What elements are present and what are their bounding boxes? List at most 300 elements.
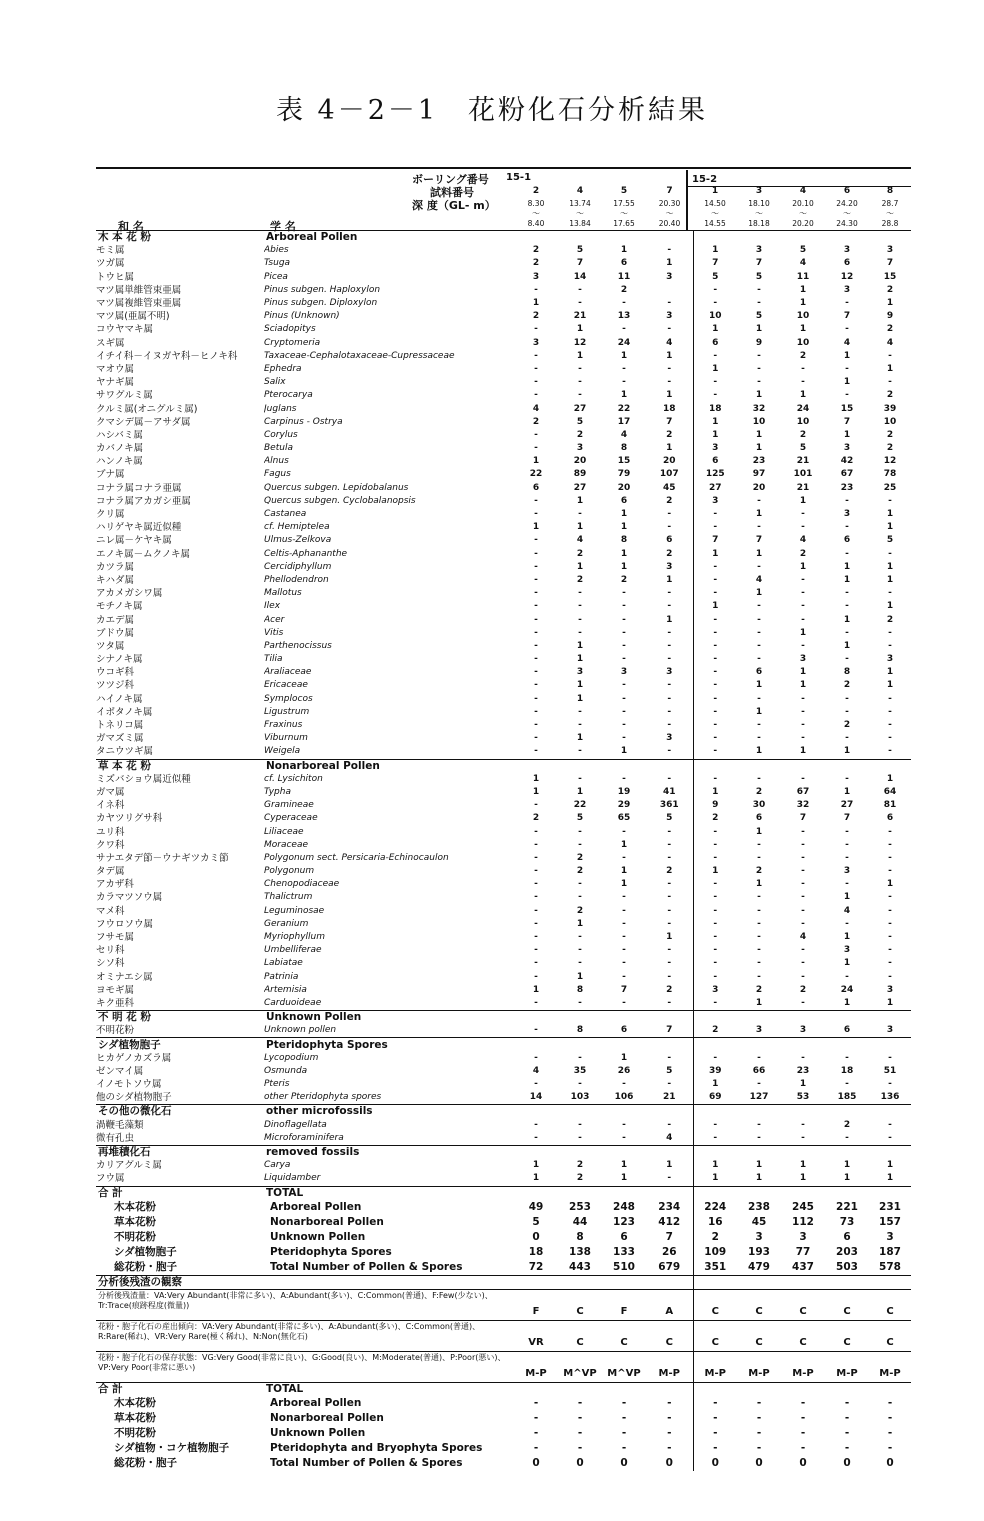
taxon-jp-name: ウコギ科 — [96, 667, 135, 679]
taxon-jp-name: 木本花粉 — [114, 1200, 156, 1213]
depth-tilde: ～ — [799, 209, 807, 218]
empty-cell — [602, 1145, 646, 1159]
value-cell: - — [756, 1442, 762, 1455]
table-row — [96, 1245, 911, 1260]
taxon-sci-name: Ericaceae — [264, 680, 308, 691]
value-cell: 4 — [532, 403, 540, 414]
value-cell: 1 — [755, 879, 763, 890]
value-cell: 6 — [712, 456, 719, 467]
value-cell: 2 — [532, 258, 540, 269]
table-row — [96, 284, 911, 297]
value-cell: 3 — [843, 284, 851, 295]
section-jp-name: 草 本 花 粉 — [96, 759, 264, 773]
value-cell: 4 — [755, 574, 763, 585]
value-cell: 112 — [792, 1215, 814, 1228]
value-cell: 22 — [529, 469, 543, 480]
value-cell: - — [646, 521, 693, 534]
empty-cell — [869, 231, 911, 245]
table-row — [96, 337, 911, 350]
value-cell: - — [646, 653, 693, 666]
value-cell: 1 — [712, 324, 719, 335]
value-cell: 1 — [576, 561, 584, 572]
value-cell: - — [888, 640, 892, 651]
value-cell: - — [622, 680, 626, 691]
value-cell: 4 — [799, 932, 807, 943]
empty-cell — [781, 1038, 825, 1052]
value-cell: - — [801, 839, 805, 850]
value-cell: C — [825, 1320, 869, 1351]
value-cell: - — [578, 1052, 582, 1063]
value-cell: - — [622, 298, 626, 309]
taxon-sci-name: Leguminosae — [264, 905, 325, 916]
value-cell: 1 — [646, 350, 693, 363]
value-cell: - — [622, 720, 626, 731]
taxon-jp-name: タニウツギ属 — [96, 746, 154, 758]
value-cell: - — [578, 958, 582, 969]
value-cell: - — [756, 1427, 762, 1440]
taxon-sci-name: Cercidiphyllum — [264, 561, 332, 572]
value-cell: - — [713, 574, 718, 585]
taxon-jp-name: カエデ属 — [96, 614, 135, 626]
value-cell: - — [646, 679, 693, 692]
value-cell: 2 — [576, 1173, 584, 1184]
value-cell: 1 — [755, 1173, 763, 1184]
value-cell: 2 — [755, 984, 763, 995]
value-cell: - — [845, 826, 849, 837]
value-cell: - — [800, 1397, 806, 1410]
value-cell: 19 — [617, 786, 631, 797]
value-cell: 5 — [712, 271, 719, 282]
value-cell: - — [578, 746, 582, 757]
value-cell: 3 — [620, 667, 628, 678]
value-cell: - — [578, 826, 582, 837]
value-cell: - — [801, 826, 805, 837]
value-cell: - — [757, 958, 761, 969]
value-cell: C — [869, 1289, 911, 1320]
value-cell: 27 — [573, 403, 587, 414]
value-cell: - — [713, 852, 718, 863]
empty-cell — [737, 1105, 781, 1119]
value-cell: 11 — [796, 271, 810, 282]
value-cell: - — [801, 879, 805, 890]
value-cell: 443 — [569, 1260, 591, 1273]
value-cell: - — [801, 1132, 805, 1143]
value-cell: 7 — [620, 984, 628, 995]
value-cell: - — [534, 932, 538, 943]
value-cell: 1 — [712, 429, 719, 440]
value-cell: 1 — [712, 1173, 719, 1184]
section-header-row — [96, 1038, 911, 1052]
taxon-sci-name: Pterocarya — [264, 390, 313, 401]
value-cell: - — [578, 879, 582, 890]
value-cell: 1 — [620, 522, 628, 533]
value-cell: - — [757, 1132, 761, 1143]
empty-cell — [646, 231, 693, 245]
empty-cell — [693, 1186, 737, 1200]
value-cell: 10 — [796, 337, 810, 348]
section-en-name: removed fossils — [264, 1145, 514, 1159]
value-cell: 138 — [569, 1245, 591, 1258]
table-row — [96, 455, 911, 468]
empty-cell — [869, 1145, 911, 1159]
value-cell: - — [577, 1397, 583, 1410]
value-cell: 2 — [646, 984, 693, 997]
value-cell: 2 — [620, 574, 628, 585]
value-cell: - — [801, 866, 805, 877]
value-cell: 77 — [795, 1245, 811, 1258]
value-cell: - — [534, 918, 538, 929]
value-cell: - — [534, 879, 538, 890]
value-cell: 1 — [755, 548, 763, 559]
value-cell: - — [800, 1412, 806, 1425]
value-cell: - — [646, 640, 693, 653]
empty-cell — [737, 1382, 781, 1396]
taxon-jp-name: 他のシダ植物胞子 — [96, 1092, 172, 1104]
value-cell: 2 — [576, 548, 584, 559]
empty-cell — [693, 1382, 737, 1396]
taxon-jp-name: アカザ科 — [96, 879, 134, 891]
value-cell: 2 — [711, 1230, 719, 1243]
section-jp-name: シダ植物胞子 — [96, 1038, 264, 1052]
value-cell: 1 — [646, 1159, 693, 1172]
value-cell: 1 — [620, 350, 628, 361]
value-cell: - — [888, 1052, 892, 1063]
value-cell: - — [757, 839, 761, 850]
table-row — [96, 257, 911, 270]
value-cell: 4 — [799, 258, 807, 269]
taxon-sci-name: Patrinia — [264, 971, 299, 982]
table-row — [96, 297, 911, 310]
value-cell: - — [713, 971, 718, 982]
value-cell: C — [693, 1320, 737, 1351]
value-cell: 45 — [751, 1215, 767, 1228]
value-cell: 2 — [646, 495, 693, 508]
value-cell: 6 — [646, 534, 693, 547]
empty-cell — [514, 1275, 558, 1289]
empty-cell — [737, 1011, 781, 1025]
value-cell: M^VP — [558, 1351, 602, 1382]
evaluation-header-row — [96, 1275, 911, 1289]
taxon-jp-name: フウロソウ属 — [96, 918, 154, 930]
value-cell: 8 — [843, 667, 851, 678]
value-cell: 45 — [646, 482, 693, 495]
value-cell: - — [622, 654, 626, 665]
value-cell: 1 — [755, 509, 763, 520]
empty-cell — [869, 1382, 911, 1396]
value-cell: - — [534, 284, 538, 295]
value-cell: 2 — [755, 866, 763, 877]
value-cell: 2 — [799, 429, 807, 440]
value-cell: - — [801, 733, 805, 744]
table-row — [96, 1200, 911, 1215]
value-cell: - — [621, 1397, 627, 1410]
value-cell: 2 — [646, 865, 693, 878]
value-cell: F — [602, 1289, 646, 1320]
taxon-jp-name: マメ科 — [96, 905, 125, 917]
value-cell: M-P — [514, 1351, 558, 1382]
value-cell: - — [713, 284, 718, 295]
value-cell: - — [622, 363, 626, 374]
value-cell: 7 — [712, 258, 719, 269]
depth-from: 20.30 — [658, 199, 681, 208]
value-cell: 2 — [576, 866, 584, 877]
taxon-jp-name: シソ科 — [96, 958, 125, 970]
depth-from: 24.20 — [836, 199, 858, 208]
value-cell: - — [757, 614, 761, 625]
value-cell: - — [646, 1052, 693, 1065]
empty-cell — [693, 1038, 737, 1052]
value-cell: C — [737, 1320, 781, 1351]
taxon-sci-name: Ulmus-Zelkova — [264, 535, 332, 546]
table-row — [96, 1065, 911, 1078]
value-cell: 1 — [843, 429, 851, 440]
value-cell: - — [757, 945, 761, 956]
value-cell: 1 — [886, 879, 894, 890]
value-cell: - — [845, 601, 849, 612]
table-row — [96, 1215, 911, 1230]
value-cell: 1 — [843, 746, 851, 757]
taxon-sci-name: other Pteridophyta spores — [264, 1092, 382, 1103]
value-cell: 1 — [755, 680, 763, 691]
value-cell: 21 — [796, 456, 810, 467]
value-cell: 7 — [646, 1024, 693, 1038]
value-cell: 3 — [712, 495, 719, 506]
taxon-jp-name: マツ属単維管束亜属 — [96, 284, 182, 296]
taxon-jp-name: シダ植物・コケ植物胞子 — [114, 1442, 230, 1455]
taxon-sci-name: Fraxinus — [264, 720, 303, 731]
empty-cell — [693, 1145, 737, 1159]
value-cell: - — [534, 495, 538, 506]
value-cell: 2 — [843, 680, 851, 691]
value-cell: - — [622, 733, 626, 744]
value-cell: - — [534, 693, 538, 704]
empty-cell — [825, 1275, 869, 1289]
value-cell: - — [757, 601, 761, 612]
value-cell: - — [577, 1442, 583, 1455]
value-cell: 4 — [886, 337, 894, 348]
value-cell: 2 — [576, 429, 584, 440]
taxon-jp-name: ハリゲヤキ属近似種 — [96, 522, 182, 534]
value-cell: - — [534, 1079, 538, 1090]
value-cell: - — [757, 495, 761, 506]
taxon-jp-name: クルミ属(オニグルミ属) — [96, 403, 198, 415]
value-cell: - — [534, 561, 538, 572]
value-cell: 0 — [886, 1457, 894, 1470]
value-cell: 22 — [573, 800, 587, 811]
value-cell: 238 — [748, 1200, 770, 1213]
value-cell: 3 — [532, 337, 540, 348]
value-cell: 79 — [617, 469, 631, 480]
empty-cell — [602, 1186, 646, 1200]
value-cell: - — [534, 1119, 538, 1130]
value-cell: C — [825, 1289, 869, 1320]
depth-tilde: ～ — [886, 209, 894, 218]
taxon-jp-name: カツラ属 — [96, 561, 135, 573]
value-cell: 5 — [886, 535, 894, 546]
value-cell: 1 — [886, 561, 894, 572]
table-row — [96, 350, 911, 363]
value-cell: - — [801, 706, 805, 717]
taxon-jp-name: フサモ属 — [96, 932, 135, 944]
value-cell: 14 — [573, 271, 587, 282]
value-cell: 8 — [620, 535, 628, 546]
value-cell: 1 — [712, 416, 719, 427]
empty-cell — [737, 1275, 781, 1289]
table-row — [96, 693, 911, 706]
value-cell: 2 — [886, 429, 894, 440]
value-cell: - — [622, 324, 626, 335]
taxon-sci-name: Liliaceae — [264, 826, 304, 837]
value-cell: 3 — [843, 866, 851, 877]
value-cell: 1 — [620, 548, 628, 559]
taxon-sci-name: Dinoflagellata — [264, 1119, 327, 1130]
table-row — [96, 587, 911, 600]
value-cell: - — [646, 363, 693, 376]
value-cell: - — [888, 971, 892, 982]
taxon-sci-name: Umbelliferae — [264, 945, 322, 956]
taxon-jp-name: トネリコ属 — [96, 720, 144, 732]
empty-cell — [602, 231, 646, 245]
taxon-jp-name: クリ属 — [96, 509, 125, 521]
value-cell: - — [801, 918, 805, 929]
value-cell: 27 — [573, 482, 587, 493]
value-cell: - — [646, 878, 693, 891]
empty-cell — [869, 1038, 911, 1052]
value-cell: - — [578, 298, 582, 309]
value-cell: 1 — [712, 786, 719, 797]
depth-from: 8.30 — [527, 199, 545, 208]
table-row — [96, 1260, 911, 1276]
value-cell: - — [801, 509, 805, 520]
value-cell: - — [887, 1442, 893, 1455]
taxon-jp-name: 総花粉・胞子 — [114, 1457, 177, 1470]
table-row — [96, 1172, 911, 1186]
evaluation-criteria: 分析後残渣量：VA:Very Abundant(非常に多い)、A:Abundant(多い)、C:Common(普通)、F:Few(少ない)、Tr:Trace(痕跡程度(微量)) — [96, 1289, 514, 1320]
taxon-sci-name: Betula — [264, 443, 293, 454]
taxon-jp-name: ツタ属 — [96, 640, 125, 652]
value-cell: - — [757, 852, 761, 863]
value-cell: - — [578, 390, 582, 401]
section-header-row — [96, 1105, 911, 1119]
value-cell: 679 — [646, 1260, 693, 1276]
value-cell: C — [558, 1320, 602, 1351]
table-row — [96, 416, 911, 429]
value-cell: 109 — [704, 1245, 727, 1258]
value-cell: - — [888, 693, 892, 704]
value-cell: 1 — [712, 601, 719, 612]
value-cell: 3 — [799, 1025, 807, 1036]
empty-cell — [737, 759, 781, 773]
value-cell: 479 — [748, 1260, 770, 1273]
value-cell: 6 — [712, 337, 719, 348]
value-cell: - — [622, 1119, 626, 1130]
value-cell: - — [622, 706, 626, 717]
taxon-sci-name: Lycopodium — [264, 1052, 319, 1063]
value-cell: 1 — [886, 363, 894, 374]
value-cell: - — [757, 522, 761, 533]
value-cell: - — [646, 773, 693, 786]
value-cell: 66 — [752, 1065, 766, 1076]
table-row — [96, 323, 911, 336]
value-cell: 1 — [532, 1160, 540, 1171]
value-cell: - — [757, 720, 761, 731]
value-cell: 1 — [755, 1160, 763, 1171]
table-top-rule — [96, 167, 911, 169]
value-cell: - — [757, 918, 761, 929]
taxon-sci-name: Castanea — [264, 509, 307, 520]
value-cell: 3 — [886, 654, 894, 665]
value-cell: 2 — [799, 350, 807, 361]
value-cell: - — [845, 1132, 849, 1143]
section-jp-name: 木 本 花 粉 — [96, 231, 264, 245]
value-cell: - — [757, 298, 761, 309]
table-row — [96, 1456, 911, 1471]
value-cell: 6 — [755, 813, 763, 824]
depth-to: 17.65 — [613, 219, 635, 228]
value-cell: 1 — [532, 456, 540, 467]
value-cell: - — [578, 614, 582, 625]
value-cell: 30 — [752, 800, 766, 811]
table-row — [96, 548, 911, 561]
value-cell: 10 — [708, 311, 722, 322]
boring-number-2: 15-2 — [692, 174, 718, 185]
value-cell: 2 — [712, 1025, 719, 1036]
value-cell: 7 — [755, 535, 763, 546]
value-cell: 1 — [532, 522, 540, 533]
table-row — [96, 706, 911, 719]
taxon-jp-name: オミナエシ属 — [96, 971, 153, 983]
taxon-jp-name: イノモトソウ属 — [96, 1079, 162, 1091]
value-cell: 106 — [614, 1092, 634, 1103]
value-cell: - — [621, 1442, 627, 1455]
value-cell: 1 — [755, 997, 763, 1008]
value-cell: C — [602, 1320, 646, 1351]
value-cell: - — [888, 905, 892, 916]
value-cell: 16 — [707, 1215, 723, 1228]
pollen-analysis-table — [96, 230, 911, 1471]
depth-to: 8.40 — [527, 219, 545, 228]
taxon-sci-name: Geranium — [264, 918, 309, 929]
value-cell: - — [713, 561, 718, 572]
value-cell: - — [534, 390, 538, 401]
value-cell: 24 — [796, 403, 810, 414]
taxon-sci-name: Unknown pollen — [264, 1025, 337, 1036]
value-cell: 3 — [799, 654, 807, 665]
value-cell: 1 — [799, 298, 807, 309]
value-cell: - — [713, 640, 718, 651]
value-cell: 9 — [886, 311, 894, 322]
value-cell: 89 — [573, 469, 587, 480]
value-cell: - — [801, 1119, 805, 1130]
value-cell: - — [888, 495, 892, 506]
value-cell: 6 — [620, 1230, 628, 1243]
value-cell: - — [801, 614, 805, 625]
value-cell: 1 — [843, 1160, 851, 1171]
value-cell: - — [757, 363, 761, 374]
taxon-sci-name: Moraceae — [264, 839, 309, 850]
taxon-jp-name: ツツジ科 — [96, 680, 135, 692]
section-jp-name: 合 計 — [96, 1382, 264, 1396]
value-cell: 3 — [646, 271, 693, 284]
value-cell: - — [646, 693, 693, 706]
empty-cell — [693, 1105, 737, 1119]
value-cell: - — [646, 905, 693, 918]
value-cell: - — [801, 945, 805, 956]
table-row — [96, 613, 911, 626]
taxon-sci-name: Osmunda — [264, 1065, 308, 1076]
value-cell: - — [844, 1397, 850, 1410]
taxon-sci-name: Quercus subgen. Lepidobalanus — [264, 482, 409, 493]
